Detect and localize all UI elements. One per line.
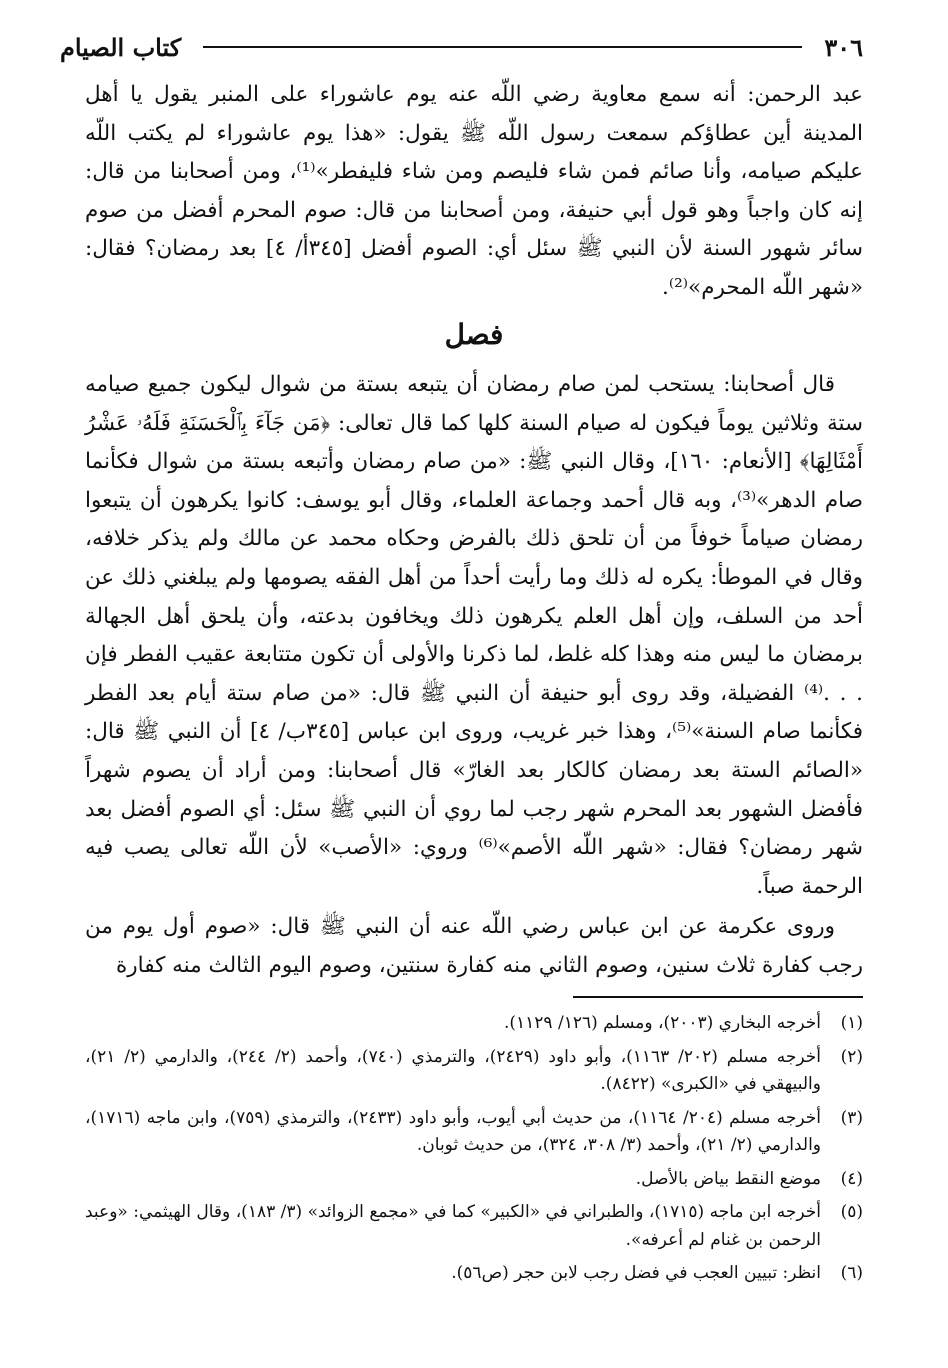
footnote-text: أخرجه مسلم (٢٠٤/ ١١٦٤)، من حديث أبي أيوب، وأبو داود (٢٤٣٣)، والترمذي (٧٥٩)، وابن ماجه (١٧١٦)، والدارمي (٢/ ٢١)، وأحمد (٣/ ٣٠٨، ٣٢٤)، من حديث ثوبان.	[85, 1107, 821, 1155]
footnote-number: (٥)	[840, 1202, 863, 1222]
footnote-item	[85, 1010, 863, 1038]
footnote-number: (٦)	[840, 1263, 863, 1283]
paragraph: عبد الرحمن: أنه سمع معاوية رضي اللّه عنه يوم عاشوراء على المنبر يقول يا أهل المدينة أين عطاؤكم سمعت رسول اللّه ﷺ يقول: «هذا يوم عاشوراء لم يكتب اللّه عليكم صيامه، وأنا صائم فمن شاء فليصم ومن شاء فليفطر»⁽¹⁾، ومن أصحابنا من قال: إنه كان واجباً وهو قول أبي حنيفة، ومن أصحابنا من قال: صوم المحرم أفضل من صوم سائر شهور السنة لأن النبي ﷺ سئل أي: الصوم أفضل [٣٤٥أ/ ٤] بعد رمضان؟ فقال: «شهر اللّه المحرم»⁽²⁾.	[85, 82, 863, 300]
closing-paragraphs	[85, 908, 863, 985]
footnote-text: أخرجه البخاري (٢٠٠٣)، ومسلم (١٢٦/ ١١٢٩).	[503, 1013, 821, 1033]
paragraph: قال أصحابنا: يستحب لمن صام رمضان أن يتبعه بستة من شوال ليكون جميع صيامه ستة وثلاثين يوماً فيكون له صيام السنة كلها كما قال تعالى: ﴿مَن جَآءَ بِٱلْحَسَنَةِ فَلَهُۥ عَشْرُ أَمْثَالِهَا﴾ [الأنعام: ١٦٠]، وقال النبي ﷺ: «من صام رمضان وأتبعه بستة من شوال فكأنما صام الدهر»⁽³⁾، وبه قال أحمد وجماعة العلماء، وقال أبو يوسف: كانوا يكرهون أن يتبعوا رمضان صياماً خوفاً من أن تلحق ذلك بالفرض وحكاه محمد عن مالك ولم يذكر خلافه، وقال في الموطأ: يكره له ذلك وما رأيت أحداً من أهل الفقه يصومها ولم يبلغني ذلك عن أحد من السلف، وإن أهل العلم يكرهون ذلك ويخافون بدعته، وأن يلحق أهل الجهالة برمضان ما ليس منه وهذا كله غلط، لما ذكرنا والأولى أن تكون متتابعة عقيب الفطر فإن . . .⁽⁴⁾ الفضيلة، وقد روى أبو حنيفة أن النبي ﷺ قال: «من صام ستة أيام بعد الفطر فكأنما صام السنة»⁽⁵⁾، وهذا خبر غريب، وروى ابن عباس [٣٤٥ب/ ٤] أن النبي ﷺ قال: «الصائم الستة بعد رمضان كالكار بعد الغارّ» قال أصحابنا: ومن أراد أن يصوم شهراً فأفضل الشهور بعد المحرم شهر رجب لما روي أن النبي ﷺ سئل: أي الصوم أفضل بعد شهر رمضان؟ فقال: «شهر اللّه الأصم»⁽⁶⁾ وروي: «الأصب» لأن اللّه تعالى يصب فيه الرحمة صباً.	[85, 372, 864, 899]
footnote-text: أخرجه ابن ماجه (١٧١٥)، والطبراني في «الكبير» كما في «مجمع الزوائد» (٣/ ١٨٣)، وقال الهيثمي: «وعبد الرحمن بن غنام لم أعرفه».	[85, 1202, 821, 1250]
running-title: كتاب الصيام	[60, 32, 182, 62]
footnote-item	[85, 1044, 863, 1099]
footnote-number: (٣)	[840, 1107, 863, 1128]
paragraph: وروى عكرمة عن ابن عباس رضي اللّه عنه أن النبي ﷺ قال: «صوم أول يوم من رجب كفارة ثلاث سنين، وصوم الثاني منه كفارة سنتين، وصوم اليوم الثالث منه كفارة	[85, 914, 863, 978]
footnote-item	[85, 1260, 863, 1288]
header-rule	[203, 46, 802, 48]
footnote-item	[85, 1199, 863, 1254]
footnote-number: (٤)	[840, 1168, 863, 1189]
footnotes	[85, 1010, 863, 1294]
footnote-text: أخرجه مسلم (٢٠٢/ ١١٦٣)، وأبو داود (٢٤٢٩)، والترمذي (٧٤٠)، وأحمد (٢/ ٢٤٤)، والدارمي (٢/ ٢١)، والبيهقي في «الكبرى» (٨٤٢٢).	[85, 1046, 821, 1094]
footnote-text: انظر: تبيين العجب في فضل رجب لابن حجر (ص٥٦).	[451, 1263, 821, 1283]
footnote-separator	[573, 996, 863, 998]
top-paragraphs	[85, 76, 863, 308]
page-number: ٣٠٦	[824, 32, 863, 62]
footnote-number: (٢)	[840, 1046, 863, 1067]
footnote-item	[85, 1105, 863, 1160]
footnote-item	[85, 1166, 863, 1194]
footnote-text: موضع النقط بياض بالأصل.	[635, 1168, 821, 1189]
page-header	[60, 30, 863, 64]
footnote-number: (١)	[840, 1013, 863, 1033]
section-title: فصل	[444, 318, 504, 351]
section-paragraphs	[85, 366, 863, 906]
